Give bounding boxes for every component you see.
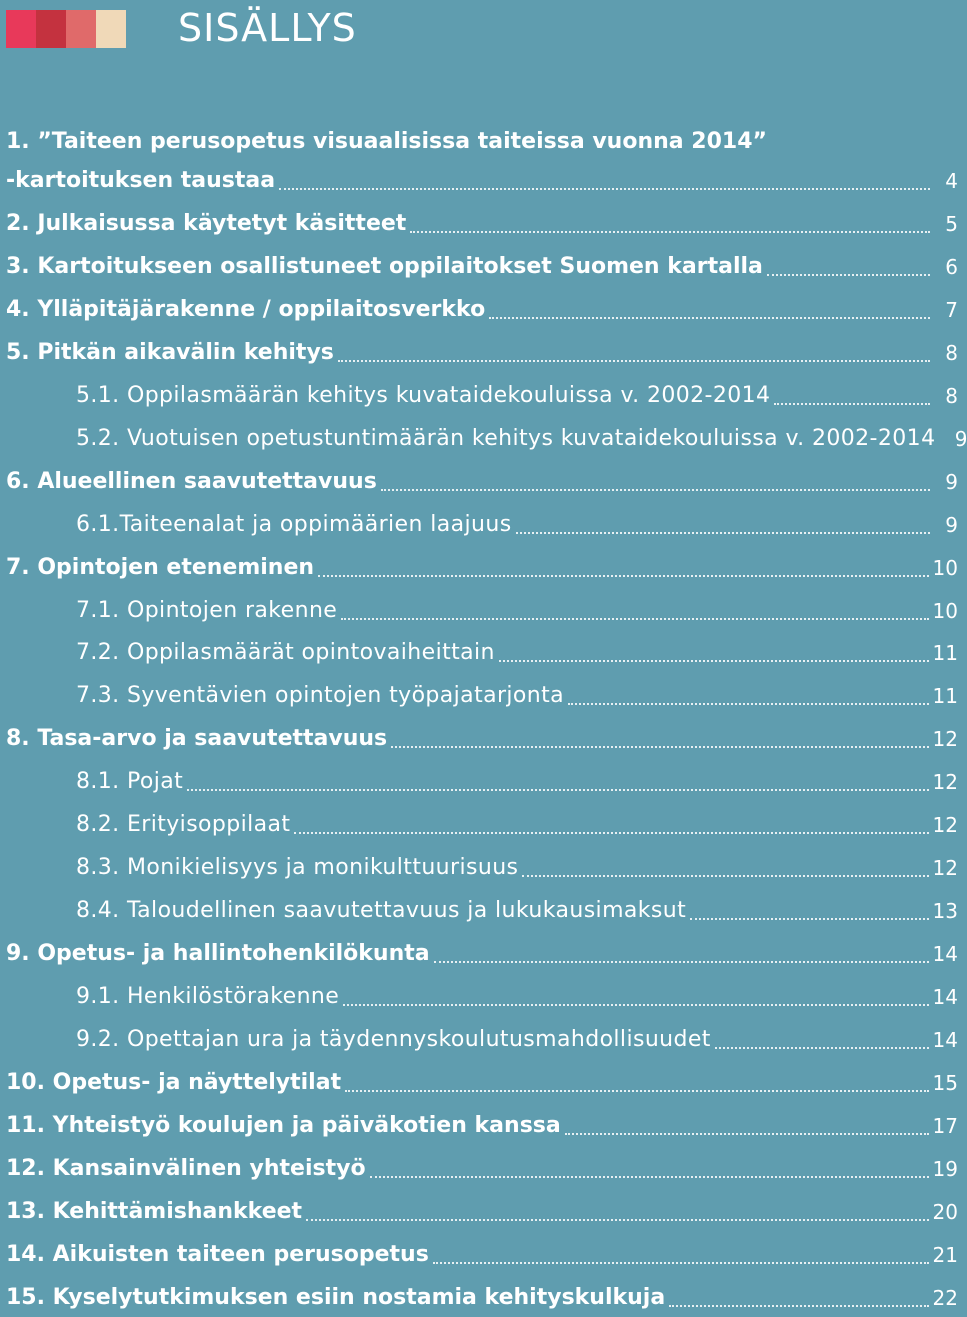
- toc-page-number: 8: [945, 383, 958, 408]
- toc-entry-title: 10. Opetus- ja näyttelytilat: [6, 1069, 342, 1095]
- toc-entry-title: 5.1. Oppilasmäärän kehitys kuvataidekouluissa v. 2002-2014: [76, 382, 771, 408]
- toc-page-number: 10: [932, 555, 958, 580]
- toc-entry[interactable]: [0, 1019, 958, 1055]
- toc-entry-title: 7.2. Oppilasmäärät opintovaiheittain: [76, 640, 495, 666]
- toc-entry[interactable]: [0, 332, 958, 368]
- dot-leader: [433, 1260, 929, 1264]
- dot-leader: [715, 1045, 929, 1049]
- dot-leader: [410, 229, 930, 233]
- swatch-3: [66, 10, 96, 48]
- toc-page-number: 12: [932, 856, 958, 881]
- toc-entry[interactable]: [0, 632, 958, 668]
- toc-entry-title: 5.2. Vuotuisen opetustuntimäärän kehitys kuvataidekouluissa v. 2002-2014: [76, 425, 936, 451]
- swatch-4: [96, 10, 126, 48]
- toc-entry-title: 9.2. Opettajan ura ja täydennyskoulutusmahdollisuudet: [76, 1027, 711, 1052]
- toc-page-number: 12: [932, 813, 958, 838]
- dot-leader: [489, 315, 930, 319]
- toc-entry[interactable]: [0, 289, 958, 325]
- toc-entry[interactable]: [0, 1148, 958, 1184]
- toc-entry[interactable]: [0, 418, 967, 454]
- toc-page-number: 9: [945, 512, 958, 537]
- toc-page-number: 19: [932, 1156, 958, 1181]
- toc-entry[interactable]: [0, 804, 958, 840]
- toc-entry[interactable]: [0, 1277, 958, 1313]
- toc-entry-title: 9.1. Henkilöstörakenne: [76, 984, 340, 1010]
- dot-leader: [568, 701, 929, 705]
- dot-leader: [306, 1217, 928, 1221]
- toc-page-number: 17: [932, 1113, 958, 1138]
- toc-page-number: 5: [945, 211, 958, 236]
- dot-leader: [690, 916, 928, 920]
- toc-entry[interactable]: [0, 847, 958, 883]
- toc-page-number: 10: [932, 598, 958, 623]
- toc-entry[interactable]: [0, 1191, 958, 1227]
- toc-entry[interactable]: [0, 504, 958, 540]
- toc-entry-1-title-line[interactable]: 1. ”Taiteen perusopetus visuaalisissa taiteissa vuonna 2014”: [6, 129, 767, 154]
- toc-entry-title: 5. Pitkän aikavälin kehitys: [6, 339, 334, 365]
- toc-entry-title: 8. Tasa-arvo ja saavutettavuus: [6, 726, 388, 752]
- toc-entry-title: 6.1.Taiteenalat ja oppimäärien laajuus: [76, 511, 512, 537]
- toc-entry[interactable]: [0, 246, 958, 282]
- toc-page-number: 12: [932, 727, 958, 752]
- page-header: [0, 0, 960, 60]
- dot-leader: [279, 186, 930, 190]
- toc-entry[interactable]: [0, 1062, 958, 1098]
- toc-entry-title: -kartoituksen taustaa: [6, 168, 276, 193]
- toc-entry[interactable]: [0, 890, 958, 926]
- toc-page-number: 22: [932, 1285, 958, 1310]
- dot-leader: [381, 487, 930, 491]
- toc-entry-title: 3. Kartoitukseen osallistuneet oppilaitokset Suomen kartalla: [6, 253, 763, 279]
- toc-entry-title: 7.3. Syventävien opintojen työpajatarjonta: [76, 683, 565, 709]
- toc-entry[interactable]: [0, 590, 958, 626]
- toc-entry[interactable]: [0, 976, 958, 1012]
- dot-leader: [345, 1088, 928, 1092]
- dot-leader: [187, 787, 928, 791]
- swatch-1: [6, 10, 36, 48]
- dot-leader: [434, 959, 929, 963]
- toc-entry-title: 8.1. Pojat: [76, 769, 184, 795]
- page-title: SISÄLLYS: [178, 6, 357, 50]
- dot-leader: [522, 873, 928, 877]
- dot-leader: [338, 358, 930, 362]
- toc-page-number: 13: [932, 899, 958, 924]
- toc-entry-title: 12. Kansainvälinen yhteistyö: [6, 1155, 366, 1181]
- toc-entry[interactable]: [0, 675, 958, 711]
- dot-leader: [499, 658, 929, 662]
- dot-leader: [294, 830, 928, 834]
- dot-leader: [391, 744, 928, 748]
- dot-leader: [343, 1002, 928, 1006]
- toc-entry-title: 8.2. Erityisoppilaat: [76, 812, 291, 838]
- toc-entry-title: 14. Aikuisten taiteen perusopetus: [6, 1241, 429, 1267]
- toc-entry-title: 13. Kehittämishankkeet: [6, 1198, 303, 1224]
- toc-page-number: 14: [932, 1028, 958, 1052]
- toc-entry[interactable]: [0, 547, 958, 583]
- dot-leader: [767, 272, 930, 276]
- swatch-2: [36, 10, 66, 48]
- dot-leader: [774, 401, 930, 405]
- toc-page-number: 14: [932, 985, 958, 1010]
- toc-entry-title: 11. Yhteistyö koulujen ja päiväkotien kanssa: [6, 1112, 561, 1138]
- toc-entry[interactable]: [0, 160, 958, 196]
- dot-leader: [341, 616, 928, 620]
- toc-entry-title: 8.3. Monikielisyys ja monikulttuurisuus: [76, 855, 519, 881]
- toc-page-number: 11: [932, 641, 958, 666]
- toc-entry-title: 2. Julkaisussa käytetyt käsitteet: [6, 210, 407, 236]
- toc-entry[interactable]: [0, 461, 958, 497]
- toc-entry[interactable]: [0, 1105, 958, 1141]
- toc-entry-title: 6. Alueellinen saavutettavuus: [6, 468, 377, 494]
- toc-entry[interactable]: [0, 933, 958, 969]
- toc-entry[interactable]: [0, 1234, 958, 1270]
- toc-entry[interactable]: [0, 375, 958, 411]
- toc-entry-title: 7.1. Opintojen rakenne: [76, 597, 338, 623]
- toc-page-number: 4: [945, 169, 958, 193]
- toc-page-number: 11: [932, 684, 958, 709]
- toc-page-number: 15: [932, 1070, 958, 1095]
- toc-entry-title: 8.4. Taloudellinen saavutettavuus ja lukukausimaksut: [76, 898, 687, 924]
- dot-leader: [669, 1303, 928, 1307]
- toc-page-number: 6: [945, 254, 958, 279]
- toc-page-number: 8: [945, 340, 958, 365]
- toc-page-number: 14: [932, 942, 958, 967]
- toc-page-number: 7: [945, 297, 958, 322]
- toc-entry-title: 9. Opetus- ja hallintohenkilökunta: [6, 941, 430, 967]
- toc-page-number: 21: [932, 1242, 958, 1267]
- toc-entry-title: 15. Kyselytutkimuksen esiin nostamia kehityskulkuja: [6, 1284, 666, 1310]
- dot-leader: [565, 1131, 929, 1135]
- toc-entry[interactable]: [0, 761, 958, 797]
- dot-leader: [318, 573, 929, 577]
- toc-page-number: 9: [954, 426, 967, 451]
- toc-entry-title: 4. Ylläpitäjärakenne / oppilaitosverkko: [6, 296, 486, 322]
- toc-entry[interactable]: [0, 718, 958, 754]
- color-swatch-bar: [6, 10, 126, 48]
- toc-entry-title: 7. Opintojen eteneminen: [6, 554, 315, 580]
- toc-entry[interactable]: [0, 203, 958, 239]
- dot-leader: [370, 1174, 929, 1178]
- toc-page-number: 20: [932, 1199, 958, 1224]
- toc-page-number: 12: [932, 770, 958, 795]
- toc-page-number: 9: [945, 469, 958, 494]
- dot-leader: [516, 530, 930, 534]
